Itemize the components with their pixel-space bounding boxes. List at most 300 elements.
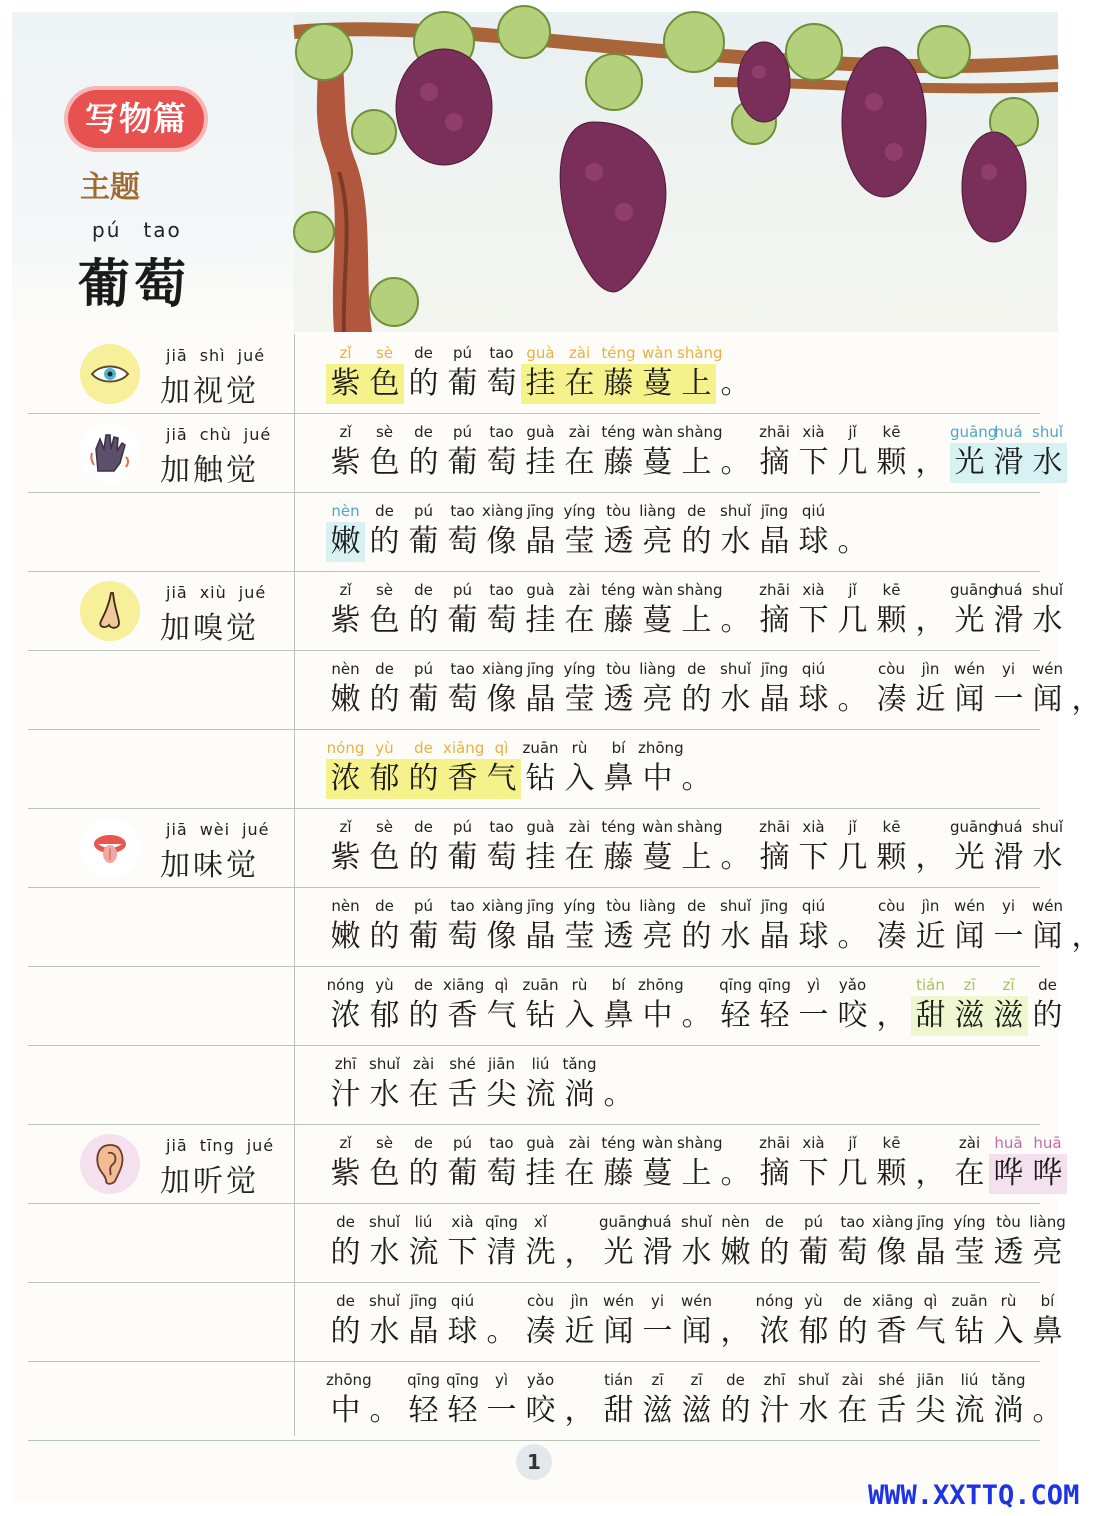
character (599, 816, 638, 878)
character-hanzi: 葡 (447, 445, 478, 480)
character-hanzi: 葡 (408, 919, 439, 954)
character-pinyin: kē (882, 423, 901, 441)
character-hanzi: 的 (330, 1314, 361, 1349)
character (365, 1132, 404, 1194)
character (716, 1369, 755, 1431)
character-hanzi: 紫 (330, 840, 361, 875)
character (443, 1369, 482, 1431)
character (950, 1211, 989, 1273)
character-hanzi: 萄 (447, 524, 478, 559)
character-pinyin: wén (602, 1292, 634, 1310)
character-pinyin (716, 579, 755, 601)
character-hanzi: ， (915, 603, 946, 638)
character-hanzi: 轻 (447, 1393, 478, 1428)
character (833, 1369, 872, 1431)
character-hanzi: 几 (837, 603, 868, 638)
character-pinyin: shuǐ (798, 1371, 829, 1389)
character-hanzi: 入 (564, 761, 595, 796)
character (365, 895, 404, 957)
character-hanzi: 轻 (720, 998, 751, 1033)
character-hanzi: 洗 (525, 1235, 556, 1270)
character-pinyin: huā (1033, 1134, 1062, 1152)
character-hanzi: 上 (681, 1156, 712, 1191)
character (482, 658, 524, 720)
character (560, 658, 599, 720)
character (443, 1290, 482, 1352)
character-hanzi: 凑 (525, 1314, 556, 1349)
character (638, 1211, 677, 1273)
character-hanzi: 的 (369, 682, 400, 717)
character-hanzi: 浓 (326, 759, 365, 799)
character-hanzi: 光 (954, 840, 985, 875)
character-pinyin: shé (878, 1371, 905, 1389)
character-pinyin: xià (802, 581, 825, 599)
character (872, 974, 911, 1036)
character (599, 895, 638, 957)
character-hanzi: 蔓 (642, 1156, 673, 1191)
character-hanzi: 球 (798, 682, 829, 717)
character-hanzi: 咬 (525, 1393, 556, 1428)
character (560, 1369, 599, 1431)
character-pinyin: guà (526, 344, 555, 362)
character-pinyin: sè (375, 581, 394, 599)
character (950, 658, 989, 720)
character (326, 658, 365, 720)
character-hanzi: 在 (564, 840, 595, 875)
character-hanzi: 水 (720, 524, 751, 559)
character-pinyin: zhōng (326, 1371, 372, 1389)
character-pinyin: yíng (563, 502, 596, 520)
character (365, 658, 404, 720)
character (911, 1369, 950, 1431)
character (716, 500, 755, 562)
character-pinyin: jīng (916, 1213, 945, 1231)
character-hanzi: 光 (950, 443, 989, 483)
character-hanzi: 钻 (954, 1314, 985, 1349)
character (911, 816, 950, 878)
character-hanzi: 萄 (447, 919, 478, 954)
character (482, 500, 524, 562)
character-pinyin: qīng (485, 1213, 518, 1231)
character (326, 579, 365, 641)
character-pinyin: nèn (331, 897, 360, 915)
character-pinyin: jǐ (848, 818, 857, 836)
character (560, 1290, 599, 1352)
character-pinyin: zuān (522, 976, 559, 994)
character (521, 737, 560, 799)
character-hanzi: 的 (837, 1314, 868, 1349)
character-pinyin: shàng (677, 344, 723, 362)
sense-label: 加听觉 (160, 1164, 259, 1199)
character-pinyin: shuǐ (720, 897, 751, 915)
character-pinyin: guāng (599, 1213, 647, 1231)
character-pinyin (872, 974, 911, 996)
character (599, 658, 638, 720)
pinyin-sentence-line (326, 737, 716, 799)
pinyin-syllable: jiā (166, 1136, 188, 1155)
character-hanzi: 。 (603, 1077, 634, 1112)
character-hanzi: 滋 (989, 996, 1028, 1036)
character-pinyin: pú (413, 502, 434, 520)
character (716, 974, 755, 1036)
character-hanzi: 水 (1028, 443, 1067, 483)
character (599, 974, 638, 1036)
character-hanzi: 的 (720, 1393, 751, 1428)
character-hanzi: 蔓 (642, 445, 673, 480)
character-pinyin: zī (1002, 976, 1015, 994)
character-hanzi: 水 (681, 1235, 712, 1270)
character-hanzi: 钻 (525, 998, 556, 1033)
character-pinyin: qiú (801, 897, 826, 915)
character-hanzi: 郁 (369, 998, 400, 1033)
character-pinyin: qì (494, 739, 509, 757)
text-row (28, 334, 1040, 414)
character-hanzi: 藤 (603, 603, 634, 638)
character-pinyin (1067, 895, 1106, 917)
character (872, 1290, 914, 1352)
character (794, 579, 833, 641)
character-hanzi: 紫 (330, 603, 361, 638)
character-hanzi: 在 (564, 603, 595, 638)
character (365, 816, 404, 878)
character (911, 1290, 950, 1352)
character-hanzi: 钻 (525, 761, 556, 796)
highlighted-character (326, 342, 365, 404)
character-pinyin: shé (449, 1055, 476, 1073)
character (482, 421, 521, 483)
character-pinyin: shàng (677, 581, 723, 599)
character (365, 974, 404, 1036)
character-hanzi: ， (564, 1393, 595, 1428)
character-hanzi: 水 (1032, 603, 1063, 638)
character (482, 895, 524, 957)
character-hanzi: 。 (720, 840, 751, 875)
character-pinyin (1067, 658, 1106, 680)
character-pinyin: de (336, 1213, 355, 1231)
character-pinyin (677, 974, 716, 996)
character (560, 579, 599, 641)
hand-icon (80, 423, 140, 483)
character (365, 500, 404, 562)
character-pinyin: shuǐ (1032, 581, 1063, 599)
character-pinyin: jīng (526, 502, 555, 520)
character-hanzi: 嫩 (326, 522, 365, 562)
pinyin-syllable: jiā (166, 425, 188, 444)
highlighted-character (326, 737, 365, 799)
character-hanzi: ， (720, 1314, 751, 1349)
character (716, 579, 755, 641)
character (872, 895, 911, 957)
character (677, 1369, 716, 1431)
character-pinyin: nóng (755, 1292, 794, 1310)
character (404, 895, 443, 957)
character-pinyin: shuǐ (369, 1055, 400, 1073)
character-pinyin: tòu (996, 1213, 1021, 1231)
character-pinyin: de (414, 739, 433, 757)
character (326, 1369, 372, 1431)
character-hanzi: 滋 (642, 1393, 673, 1428)
character-hanzi: 挂 (525, 445, 556, 480)
highlighted-character (365, 737, 404, 799)
character-pinyin: guāng (950, 423, 998, 441)
character-hanzi: ， (1071, 682, 1102, 717)
character (521, 421, 560, 483)
character (716, 895, 755, 957)
character-pinyin: wàn (642, 423, 673, 441)
header-title-panel (12, 12, 294, 332)
character (911, 1211, 950, 1273)
character-hanzi: 。 (720, 445, 751, 480)
character (443, 974, 485, 1036)
character-hanzi: 汁 (759, 1393, 790, 1428)
character-hanzi: 哗 (1028, 1154, 1067, 1194)
character-pinyin: de (336, 1292, 355, 1310)
character-pinyin: téng (601, 1134, 636, 1152)
pinyin-syllable: xiù (199, 583, 227, 602)
character-pinyin: còu (878, 897, 905, 915)
character-pinyin: tao (489, 818, 514, 836)
sense-pinyin (166, 820, 282, 839)
text-row (28, 966, 1063, 1046)
character-hanzi: ， (1071, 919, 1102, 954)
character (404, 816, 443, 878)
character (365, 1290, 404, 1352)
character (794, 421, 833, 483)
character-pinyin: shuǐ (369, 1213, 400, 1231)
character-pinyin: wàn (642, 818, 673, 836)
character (482, 1053, 521, 1115)
character-hanzi: 尖 (486, 1077, 517, 1112)
grape-vine-illustration (294, 12, 1058, 332)
character-pinyin: yíng (563, 897, 596, 915)
title-pinyin-syllable: pú (92, 218, 122, 242)
character-hanzi: 的 (369, 524, 400, 559)
character-hanzi: 色 (365, 364, 404, 404)
character (599, 1369, 638, 1431)
character (365, 1211, 404, 1273)
character-pinyin: bí (611, 976, 626, 994)
character-hanzi: 葡 (447, 366, 478, 401)
character-pinyin: zài (568, 423, 591, 441)
character-hanzi: 萄 (486, 840, 517, 875)
character (1028, 1369, 1067, 1431)
character-pinyin (599, 1053, 638, 1075)
character-pinyin: qì (494, 976, 509, 994)
character-pinyin: tao (489, 423, 514, 441)
character-hanzi: 上 (677, 364, 716, 404)
sense-pinyin (166, 583, 278, 602)
character-pinyin: de (843, 1292, 862, 1310)
character-hanzi: 颗 (876, 603, 907, 638)
category-badge: 写物篇 (68, 90, 204, 148)
character (443, 1132, 482, 1194)
highlighted-character (599, 342, 638, 404)
character-hanzi: 。 (837, 682, 868, 717)
character-pinyin (833, 500, 872, 522)
character-hanzi: 颗 (876, 1156, 907, 1191)
character-pinyin: yù (375, 976, 394, 994)
character-hanzi: 哗 (989, 1154, 1028, 1194)
highlighted-character (989, 1132, 1028, 1194)
character-hanzi: 中 (642, 761, 673, 796)
character-hanzi: 汁 (330, 1077, 361, 1112)
character-hanzi: 亮 (642, 682, 673, 717)
character-hanzi: 水 (369, 1314, 400, 1349)
highlighted-character (638, 342, 677, 404)
character (677, 1211, 716, 1273)
character-pinyin: tao (840, 1213, 865, 1231)
character-pinyin: qīng (407, 1371, 440, 1389)
character-pinyin: liú (414, 1213, 433, 1231)
character (482, 1290, 521, 1352)
theme-label: 主题 (80, 170, 140, 205)
character-pinyin: zuān (951, 1292, 988, 1310)
character (326, 421, 365, 483)
character (326, 1211, 365, 1273)
character (521, 1369, 560, 1431)
character-hanzi: 气 (482, 759, 521, 799)
character-pinyin: tao (489, 1134, 514, 1152)
grape-vine-image (294, 12, 1058, 332)
character (872, 1369, 911, 1431)
character (482, 816, 521, 878)
character-pinyin: yù (375, 739, 394, 757)
character-pinyin: zhī (763, 1371, 786, 1389)
character-hanzi: 颗 (876, 445, 907, 480)
character-pinyin: huá (994, 581, 1023, 599)
character-pinyin: tǎng (991, 1371, 1026, 1389)
character-hanzi: 闻 (1032, 919, 1063, 954)
character-hanzi: 在 (560, 364, 599, 404)
character (755, 1211, 794, 1273)
character-pinyin: zī (690, 1371, 703, 1389)
character-pinyin: qiú (801, 502, 826, 520)
character (560, 1132, 599, 1194)
text-row (28, 1203, 1066, 1283)
character (521, 1132, 560, 1194)
character-hanzi: 清 (486, 1235, 517, 1270)
character-hanzi: 滑 (993, 840, 1024, 875)
character-pinyin: zǐ (339, 1134, 352, 1152)
sense-label: 加触觉 (160, 453, 259, 488)
character-pinyin: tòu (606, 897, 631, 915)
highlighted-character (404, 737, 443, 799)
character-hanzi: 近 (915, 919, 946, 954)
character-hanzi: 闻 (603, 1314, 634, 1349)
character-hanzi: 。 (837, 919, 868, 954)
character-hanzi: 中 (642, 998, 673, 1033)
character (677, 500, 716, 562)
character-hanzi: 色 (369, 445, 400, 480)
character (833, 500, 872, 562)
character-pinyin: sè (375, 818, 394, 836)
character-pinyin: zhāi (759, 581, 790, 599)
character-hanzi: 香 (876, 1314, 907, 1349)
character-pinyin: jīng (526, 660, 555, 678)
character-pinyin: yǎo (526, 1371, 555, 1389)
character-hanzi: 的 (408, 998, 439, 1033)
character-pinyin (560, 1369, 599, 1391)
character-pinyin: sè (375, 344, 394, 362)
character (755, 1132, 794, 1194)
character-hanzi: 晶 (525, 919, 556, 954)
character-hanzi: 挂 (525, 1156, 556, 1191)
character-hanzi: 摘 (759, 1156, 790, 1191)
character-pinyin: shuǐ (720, 502, 751, 520)
pinyin-sentence-line (326, 1132, 1067, 1194)
character-hanzi: 淌 (993, 1393, 1024, 1428)
character-hanzi: 几 (837, 445, 868, 480)
character (599, 1053, 638, 1115)
character-hanzi: 萄 (447, 682, 478, 717)
character-hanzi: 萄 (486, 1156, 517, 1191)
sense-label: 加嗅觉 (160, 611, 259, 646)
character-hanzi: 。 (681, 998, 712, 1033)
character (521, 500, 560, 562)
character-pinyin: yǎo (838, 976, 867, 994)
character-pinyin: tòu (606, 502, 631, 520)
character-hanzi: ， (876, 998, 907, 1033)
character (560, 895, 599, 957)
character (989, 1211, 1028, 1273)
character-hanzi: 鼻 (603, 998, 634, 1033)
character (443, 1211, 482, 1273)
highlighted-character (950, 974, 989, 1036)
character-hanzi: 。 (681, 761, 712, 796)
character-pinyin: shuǐ (1032, 423, 1063, 441)
character (404, 579, 443, 641)
highlighted-character (521, 342, 560, 404)
pinyin-sentence-line (326, 1369, 1067, 1431)
character (482, 579, 521, 641)
sense-pinyin (166, 346, 277, 365)
character-pinyin: huá (994, 818, 1023, 836)
character (950, 816, 998, 878)
highlighted-character (1028, 421, 1067, 483)
character-pinyin: wàn (642, 344, 673, 362)
character-pinyin: guà (526, 1134, 555, 1152)
character-pinyin: yi (1001, 897, 1016, 915)
character-pinyin: jìn (570, 1292, 589, 1310)
mouth-icon (80, 818, 140, 878)
character-hanzi: 莹 (564, 919, 595, 954)
character-pinyin: jìn (921, 897, 940, 915)
character-hanzi: 像 (486, 919, 517, 954)
sense-pinyin (166, 425, 283, 444)
character (326, 1290, 365, 1352)
highlighted-character (443, 737, 485, 799)
character (989, 1369, 1028, 1431)
character-pinyin: jīng (409, 1292, 438, 1310)
character-pinyin: qīng (719, 976, 752, 994)
character-pinyin: de (414, 344, 433, 362)
character-pinyin: de (414, 1134, 433, 1152)
character-hanzi: ， (915, 445, 946, 480)
character-pinyin: zǐ (339, 423, 352, 441)
character-pinyin: bí (611, 739, 626, 757)
character (794, 658, 833, 720)
character-pinyin: zài (958, 1134, 981, 1152)
character-pinyin: nèn (331, 660, 360, 678)
character (833, 1132, 872, 1194)
character (404, 1132, 443, 1194)
character-hanzi: 蔓 (642, 840, 673, 875)
character-pinyin: tián (916, 976, 945, 994)
character-pinyin: yíng (953, 1213, 986, 1231)
character (560, 1211, 599, 1273)
character-hanzi: 上 (681, 603, 712, 638)
character-pinyin: tao (489, 581, 514, 599)
